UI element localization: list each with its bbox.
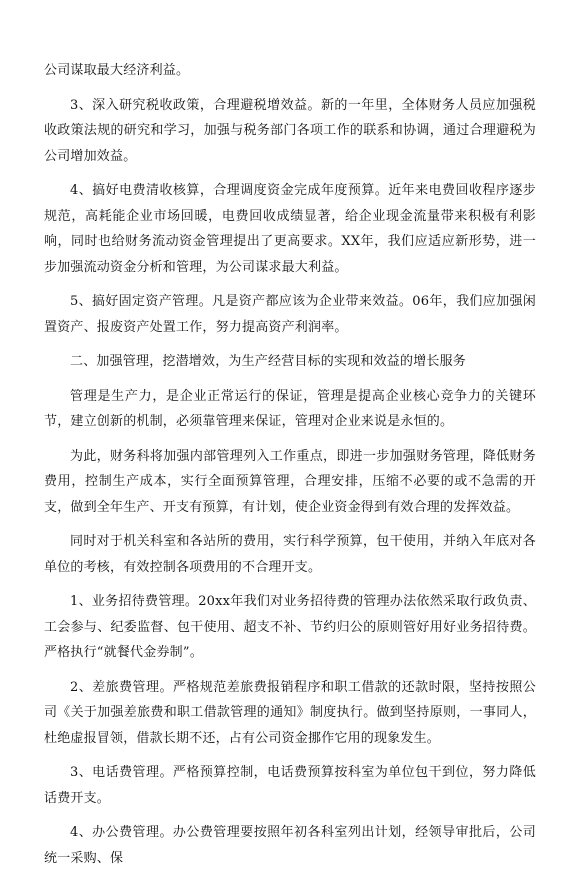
paragraph-gap bbox=[44, 169, 536, 178]
paragraph-gap bbox=[44, 280, 536, 289]
paragraph-travel-expense: 2、差旅费管理。严格规范差旅费报销程序和职工借款的还款时限，坚持按照公司《关于加强差旅费和职工借款管理的通知》制度执行。做到坚持原则，一事同人，杜绝虚报冒领，借款长期不还，占有公司资金挪作它用的现象发生。 bbox=[44, 679, 536, 746]
paragraph-gap bbox=[44, 84, 536, 93]
paragraph-tax-policy: 3、深入研究税收政策，合理避税增效益。新的一年里，全体财务人员应加强税收政策法规的研究和学习，加强与税务部门各项工作的联系和协调，通过合理避税为公司增加效益。 bbox=[44, 97, 536, 164]
section-heading-management: 二、加强管理，挖潜增效，为生产经营目标的实现和效益的增长服务 bbox=[70, 354, 467, 369]
paragraph-intro-tail: 公司谋取最大经济利益。 bbox=[44, 63, 190, 78]
paragraph-phone-fee: 3、电话费管理。严格预算控制，电话费预算按科室为单位包干到位，努力降低话费开支。 bbox=[44, 765, 536, 806]
paragraph-fixed-assets: 5、搞好固定资产管理。凡是资产都应该为企业带来效益。06年，我们应加强闲置资产、报废资产处置工作，努力提高资产利润率。 bbox=[44, 294, 536, 335]
paragraph-expense-budget: 同时对于机关科室和各站所的费用，实行科学预算，包干使用，并纳入年底对各单位的考核，有效控制各项费用的不合理开支。 bbox=[44, 534, 536, 575]
paragraph-gap bbox=[44, 751, 536, 760]
paragraph-gap bbox=[44, 666, 536, 675]
paragraph-gap bbox=[44, 580, 536, 589]
paragraph-internal-management: 为此，财务科将加强内部管理列入工作重点，即进一步加强财务管理，降低财务费用，控制生产成本，实行全面预算管理，合理安排，压缩不必要的或不急需的开支，做到全年生产、开支有预算，有计划，使企业资金得到有效合理的发挥效益。 bbox=[44, 448, 536, 515]
paragraph-electricity-fee: 4、搞好电费清收核算，合理调度资金完成年度预算。近年来电费回收程序逐步规范，高耗能企业市场回暖，电费回收成绩显著，给企业现金流量带来积极有利影响，同时也给财务流动资金管理提出了更高要求。XX年，我们应适应新形势，进一步加强流动资金分析和管理，为公司谋求最大利益。 bbox=[44, 183, 536, 275]
paragraph-gap bbox=[44, 375, 536, 384]
paragraph-entertainment-fee: 1、业务招待费管理。20xx年我们对业务招待费的管理办法依然采取行政负责、工会参与、纪委监督、包干使用、超支不补、节约归公的原则管好用好业务招待费。严格执行“就餐代金券制”。 bbox=[44, 594, 536, 660]
paragraph-gap bbox=[44, 435, 536, 444]
paragraph-gap bbox=[44, 520, 536, 529]
paragraph-office-expense: 4、办公费管理。办公费管理要按照年初各科室列出计划，经领导审批后，公司统一采购、保 bbox=[44, 825, 536, 866]
paragraph-management-productivity: 管理是生产力，是企业正常运行的保证，管理是提高企业核心竞争力的关键环节，建立创新的机制，必须靠管理来保证，管理对企业来说是永恒的。 bbox=[44, 388, 536, 429]
paragraph-gap bbox=[44, 340, 536, 349]
paragraph-gap bbox=[44, 811, 536, 820]
